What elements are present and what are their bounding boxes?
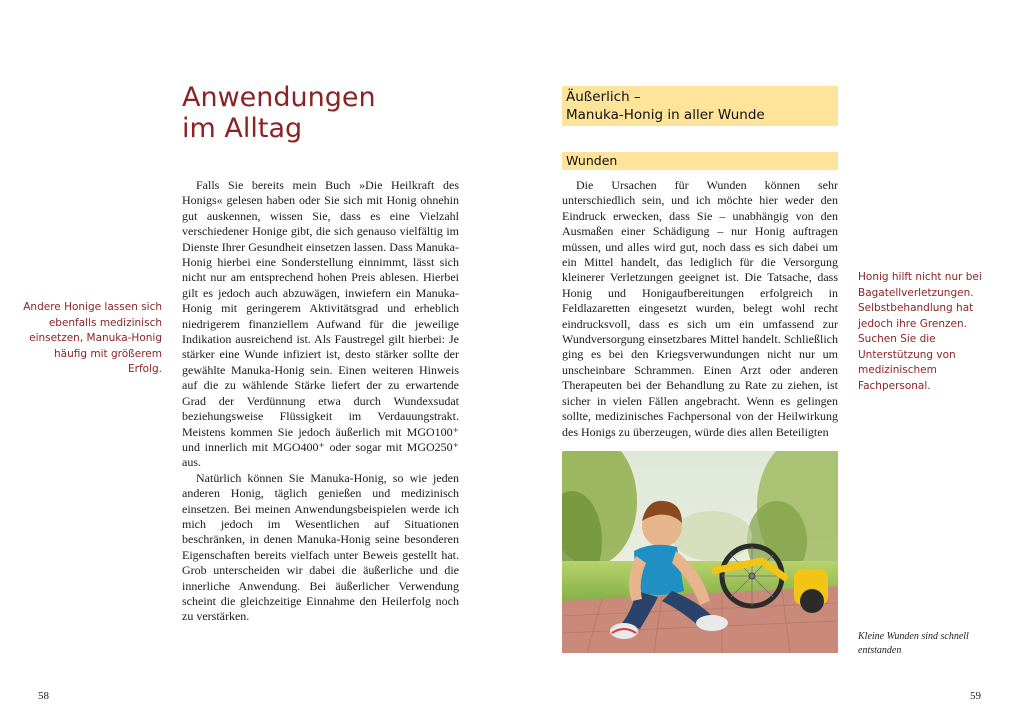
- chapter-title: [182, 82, 482, 144]
- right-paragraph-1: Die Ursachen für Wunden können sehr unterschiedlich sein, und ich möchte hier weder den Eindruck erwecken, dass Sie – unabhängig von den Ausmaßen einer Schädigung – nur Honig auftragen müssen, und alles wird gut, noch dass es sich dabei um ein Mittel handelt, das lediglich für die Versorgung kleinerer Verletzungen geeignet ist. Die Tatsache, dass Honig und Honigaufbereitungen erfolgreich in Feldlazaretten eingesetzt wurden, belegt wohl recht eindrucksvoll, dass es sich um ein umfassend zur Wundversorgung einsetzbares Mittel handelt. Schließlich ging es bei den Kriegsverwundungen nicht nur um unscheinbare Schrammen. Einen Arzt oder anderen Therapeuten bei der Behandlung zu Rate zu ziehen, ist sicher in vielen Fällen angebracht. Wenn es gelingen sollte, medizinisches Fachpersonal von der Heilwirkung des Honigs zu überzeugen, würde dies allen Beteiligten: [562, 178, 838, 439]
- right-page: [510, 0, 1020, 724]
- page-number-left: 58: [38, 690, 49, 702]
- left-body-text: [182, 178, 459, 625]
- chapter-title-line-1: Anwendungen: [182, 82, 376, 113]
- right-body-text: [562, 178, 838, 440]
- chapter-title-line-2: im Alltag: [182, 113, 303, 144]
- subsection-heading: Wunden: [562, 152, 838, 170]
- page-number-right: 59: [970, 690, 981, 702]
- right-margin-note: Honig hilft nicht nur bei Bagatellverletzungen. Selbstbehandlung hat jedoch ihre Grenzen. Suchen Sie die Unterstützung von medizinischem Fachpersonal.: [858, 271, 982, 392]
- section-heading-line-2: Manuka-Honig in aller Wunde: [566, 107, 765, 123]
- left-paragraph-2: Natürlich können Sie Manuka-Honig, so wie jeden anderen Honig, täglich genießen und medizinisch einsetzen. Bei meinen Anwendungsbeispielen werde ich mich jedoch im Wesentlichen auf Situationen beschränken, in denen Manuka-Honig seine besonderen Eigenschaften bereits vielfach unter Beweis gestellt hat. Grob unterscheiden wir dabei die äußerliche und die innerliche Anwendung. Bei äußerlicher Verwendung scheint die gleichzeitige Einnahme den Heilerfolg noch zu verstärken.: [182, 470, 459, 624]
- section-heading: [562, 86, 838, 126]
- section-heading-line-1: Äußerlich –: [566, 89, 641, 105]
- photo-caption: Kleine Wunden sind schnell entstanden: [858, 631, 969, 656]
- photo-child-with-bicycle: [562, 451, 838, 653]
- left-margin-note: Andere Honige lassen sich ebenfalls medizinisch einsetzen, Manuka-Honig häufig mit größerem Erfolg.: [23, 301, 162, 375]
- left-paragraph-1: Falls Sie bereits mein Buch »Die Heilkraft des Honigs« gelesen haben oder Sie sich mit Honig ohnehin gut auskennen, wissen Sie, dass es eine Vielzahl verschiedener Honige gibt, die sich genauso vielfältig im Dienste Ihrer Gesundheit einsetzen lassen. Dass Manuka-Honig hierbei eine Sonderstellung einnimmt, lässt sich nicht nur am entsprechend hohen Preis ablesen. Hierbei gilt es jedoch auch abzuwägen, inwiefern ein Manuka-Honig mit geringerem Aktivitätsgrad und erheblich niedrigerem finanziellem Aufwand für die jeweilige Indikation ausreichend ist. Als Faustregel gilt hierbei: Je stärker eine Wunde infiziert ist, desto stärker sollte der gewählte Manuka-Honig sein. Einen weiteren Hinweis auf die zu wählende Stärke liefert der zu erwartende Grad der Verdünnung etwa durch Wundexsudat beziehungsweise Flüssigkeit im Verdauungstrakt. Meistens kommen Sie jedoch äußerlich mit MGO100⁺ und innerlich mit MGO400⁺ oder sogar mit MGO250⁺ aus.: [182, 178, 459, 470]
